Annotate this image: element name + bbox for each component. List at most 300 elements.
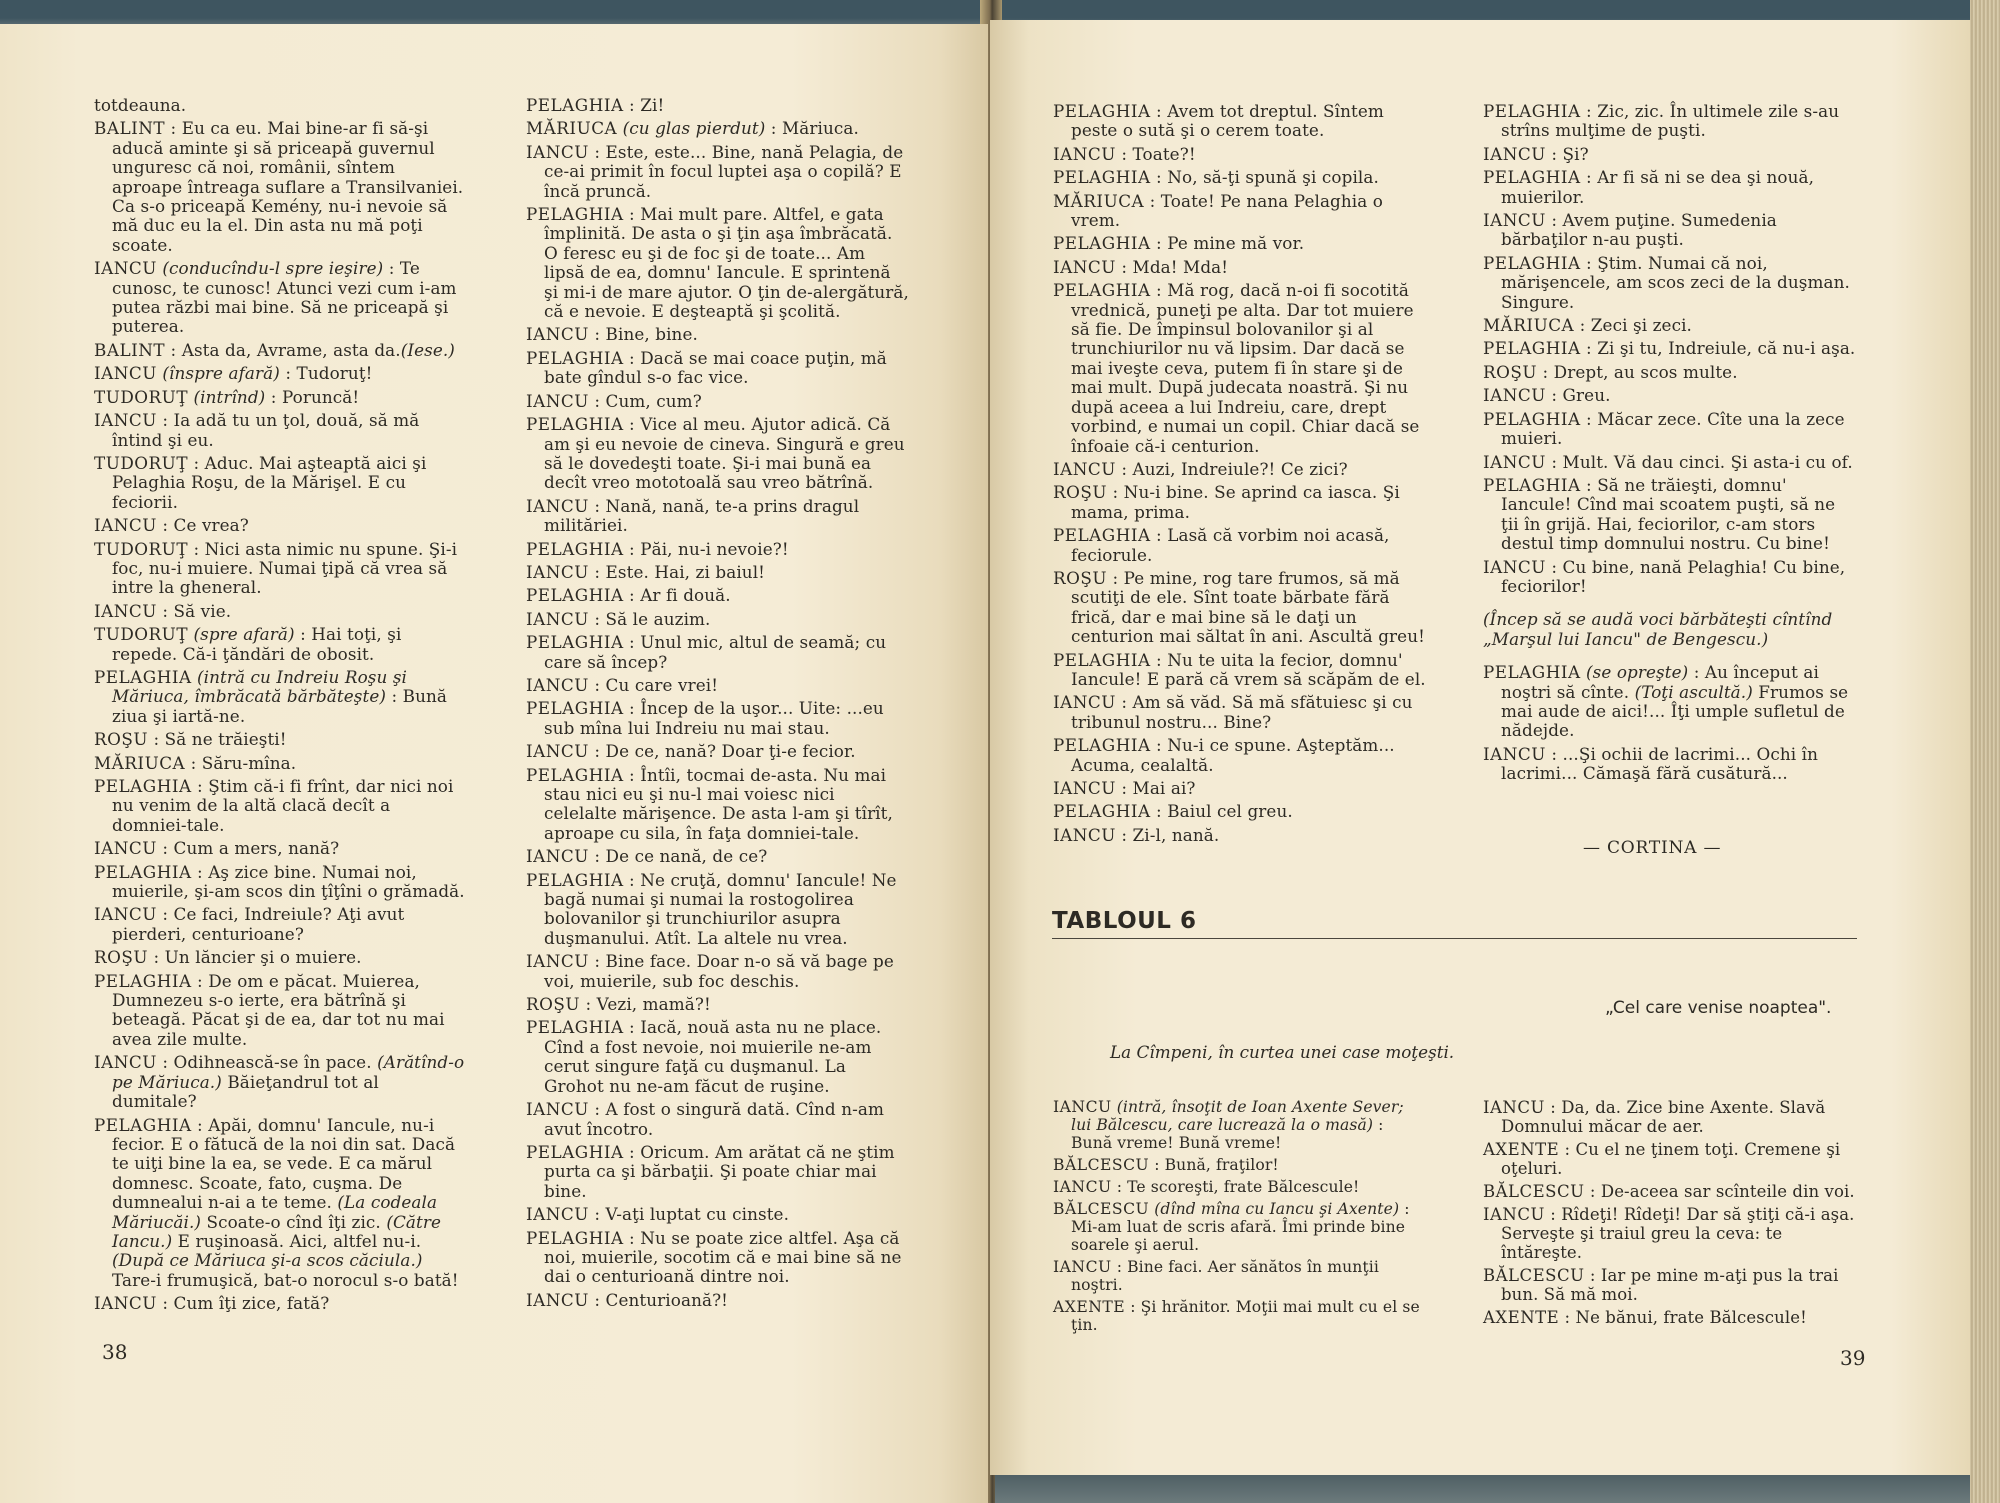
dialogue-line [94,364,466,383]
dialogue-line [526,766,910,844]
dialogue-line [94,602,466,621]
speaker-name: AXENTE [1053,1298,1126,1316]
stage-direction: (dînd mîna cu Iancu şi Axente) [1149,1200,1400,1218]
dialogue-line [1053,802,1429,821]
line-text: : Lasă că vorbim noi acasă, feciorule. [1071,525,1390,565]
speaker-name: IANCU [1483,451,1546,472]
speaker-name: TUDORUŢ [94,386,189,407]
line-text: : Ar fi două. [623,585,731,606]
line-text: : Ar fi să ni se dea şi nouă, muierilor. [1501,167,1815,207]
line-text: : Zi-l, nană. [1115,824,1220,845]
line-text: : Este, este... Bine, nană Pelagia, de ce-ai primit în focul luptei aşa o copilă? E încă pruncă. [544,141,904,201]
stage-direction: (intră, însoţit de Ioan Axente Sever; lui Bălcescu, care lucrează la o masă) [1071,1098,1404,1134]
tablou-subtitle: „Cel care venise noaptea". [1605,998,1832,1018]
speaker-name: PELAGHIA [526,764,624,785]
dialogue-line [526,847,910,866]
dialogue-line [1483,745,1857,784]
dialogue-line [1483,1140,1857,1178]
speaker-name: IANCU [1483,1205,1545,1225]
line-text: : Ne bănui, frate Bălcescule! [1559,1308,1807,1328]
speaker-name: IANCU [1053,143,1116,164]
speaker-name: PELAGHIA [526,632,624,653]
speaker-name: PELAGHIA [526,204,624,225]
line-text: E ruşinoasă. Aici, altfel nu-i. [172,1230,422,1251]
speaker-name: ROŞU [94,729,149,750]
line-text: : Cum, cum? [588,390,702,411]
line-text: : Mai mult pare. Altfel, e gata împlinită. De asta o şi ţin aşa îmbrăcată. O feresc eu şi de foc şi de toate... Am lipsă de ea, domnu' Iancule. E sprintenă şi mi-i de mare ajutor. O ţin de-alergătură, că e nevoie. E deşteaptă şi şcolită. [544,204,909,322]
speaker-name: PELAGHIA [94,970,192,991]
speaker-name: PELAGHIA [1053,525,1151,546]
line-text: : Ştim că-i fi frînt, dar nici noi nu venim de la altă clacă decît a domniei-tale. [112,776,454,835]
line-text: : Nană, nană, te-a prins dragul milităriei. [544,495,860,536]
line-text: : A fost o singură dată. Cînd n-am avut încotro. [544,1099,884,1139]
speaker-name: BĂLCESCU [1483,1182,1585,1202]
stage-direction: (Către Iancu.) [112,1211,442,1251]
stage-direction: (Toţi ascultă.) [1634,681,1753,702]
line-text: : Bună, fraţilor! [1149,1156,1279,1174]
dialogue-line [1053,234,1429,253]
stage-direction: (înspre afară) [156,363,280,384]
dialogue-line [94,1116,466,1291]
speaker-name: IANCU [1483,210,1546,231]
line-text: : Da, da. Zice bine Axente. Slavă Domnului măcar de aer. [1501,1098,1826,1137]
speaker-name: PELAGHIA [1483,101,1581,121]
line-text: : Dacă se mai coace puţin, mă bate gîndul s-o fac vice. [544,347,887,388]
dialogue-line [526,610,910,629]
line-text: : Zi! [623,95,665,115]
dialogue-line [1483,211,1857,250]
dialogue-line [526,1205,910,1224]
dialogue-line [526,143,910,201]
dialogue-line [526,119,910,138]
speaker-name: IANCU [1483,1098,1545,1117]
left-page [0,24,988,1503]
dialogue-line [1053,1298,1429,1334]
line-text: : Zic, zic. În ultimele zile s-au strîns mulţime de puşti. [1501,101,1840,141]
line-text: : Măriuca. [765,118,859,139]
dialogue-line [526,205,910,321]
dialogue-line [94,863,466,902]
dialogue-line [526,742,910,761]
speaker-name: IANCU [526,390,589,411]
dialogue-line [526,96,910,115]
line-text: : Iar pe mine m-aţi pus la trai bun. Să mă moi. [1501,1266,1839,1305]
speaker-name: IANCU [526,741,589,762]
line-text: : Tudoruţ! [279,363,373,384]
line-text: : Bine faci. Aer sănătos în munţii noştri. [1071,1258,1379,1294]
line-text: : Un lăncier şi o muiere. [148,947,362,968]
right-page [990,20,1970,1475]
dialogue-line [94,1053,466,1111]
line-text: : Cu bine, nană Pelaghia! Cu bine, feciorilor! [1501,556,1846,596]
dialogue-line [94,625,466,664]
dialogue-line [526,540,910,559]
line-text: : Nu te uita la fecior, domnu' Iancule! E pară că vrem să scăpăm de el. [1071,649,1426,689]
line-text: : Bună ziua şi iartă-ne. [112,686,447,726]
stage-direction: (se opreşte) [1580,662,1689,683]
speaker-name: PELAGHIA [1053,649,1151,670]
line-text: : Bine face. Doar n-o să vă bage pe voi, muierile, sub foc deschis. [544,951,894,991]
line-text: Frumos se mai aude de aici!... Îţi umple sufletul de nădejde. [1501,681,1849,741]
speaker-name: ROŞU [1483,361,1538,382]
speaker-name: PELAGHIA [94,666,192,687]
speaker-name: MĂRIUCA [1483,315,1575,336]
speaker-name: IANCU [526,324,589,345]
line-text: totdeauna. [94,95,187,115]
dialogue-line [526,633,910,672]
speaker-name: IANCU [526,495,589,516]
speaker-name: IANCU [526,561,589,582]
dialogue-line [94,754,466,773]
line-text: : Aduc. Mai aşteaptă aici şi Pelaghia Roşu, de la Mărişel. E cu feciorii. [112,452,427,512]
dialogue-line [526,676,910,695]
speaker-name: PELAGHIA [526,538,624,559]
speaker-name: IANCU [526,1289,589,1310]
dialogue-line [1053,693,1429,732]
speaker-name: IANCU [526,846,589,867]
tablou-heading: TABLOUL 6 [1052,908,1857,939]
line-text: : Asta da, Avrame, asta da. [165,339,401,360]
right-column-2 [1483,102,1857,788]
dialogue-line [1483,410,1857,449]
dialogue-line [1053,826,1429,845]
speaker-name: PELAGHIA [1483,662,1581,683]
line-text: : Bună vreme! Bună vreme! [1071,1116,1384,1152]
speaker-name: AXENTE [1483,1308,1560,1328]
dialogue-line [1053,569,1429,647]
line-text: : Nici asta nimic nu spune. Şi-i foc, nu-i muiere. Numai ţipă că vrea să intre la gheneral. [112,538,458,598]
dialogue-line [1053,779,1429,798]
dialogue-line [94,388,466,407]
dialogue-line [1483,363,1857,382]
line-text: : Zi şi tu, Indreiule, că nu-i aşa. [1580,338,1856,359]
line-text: : Mda! Mda! [1115,256,1229,277]
speaker-name: IANCU [94,1052,157,1073]
line-text: : De ce, nană? Doar ţi-e fecior. [588,741,856,762]
line-text: : Unul mic, altul de seamă; cu care să încep? [544,632,887,672]
dialogue-line [1483,316,1857,335]
speaker-name: IANCU [1053,458,1116,479]
line-text: : Zeci şi zeci. [1574,315,1692,336]
speaker-name: PELAGHIA [526,95,624,115]
speaker-name: PELAGHIA [526,347,624,368]
speaker-name: IANCU [94,515,157,536]
line-text: : Aş zice bine. Numai noi, muierile, şi-am scos din ţîţîni o grămadă. [112,861,465,902]
dialogue-line [94,668,466,726]
speaker-name: BĂLCESCU [1483,1266,1585,1286]
line-text: : De om e păcat. Muierea, Dumnezeu s-o ierte, era bătrînă şi beteagă. Păcat şi de ea, dar tot nu mai avea zile multe. [112,970,445,1049]
dialogue-line [1053,736,1429,775]
dialogue-line [1483,558,1857,597]
left-column-1 [94,96,466,1318]
speaker-name: IANCU [94,363,157,384]
dialogue-line [94,516,466,535]
line-text: : Odihnească-se în pace. [156,1052,378,1073]
line-text: : Avem puţine. Sumedenia bărbaţilor n-au puşti. [1501,210,1777,250]
speaker-name: MĂRIUCA [1053,190,1145,211]
dialogue-line [1053,102,1429,141]
dialogue-line [1053,483,1429,522]
dialogue-line [1053,526,1429,565]
dialogue-line [526,349,910,388]
dialogue-line [1483,254,1857,312]
speaker-name: IANCU [94,258,157,279]
speaker-name: PELAGHIA [1483,474,1581,495]
dialogue-line [1483,453,1857,472]
dialogue-line [1483,102,1857,141]
dialogue-line [1483,1098,1857,1136]
dialogue-line [526,325,910,344]
line-text: : Mult. Vă dau cinci. Şi asta-i cu of. [1545,451,1853,472]
speaker-name: TUDORUŢ [94,538,189,559]
speaker-name: PELAGHIA [526,869,624,890]
right-column-1 [1053,102,1429,849]
dialogue-line [94,96,466,115]
speaker-name: BALINT [94,339,166,360]
speaker-name: IANCU [526,141,589,162]
dialogue-line [94,972,466,1050]
stage-direction: (La codeala Măriucăi.) [112,1192,438,1232]
page-number-right: 39 [1840,1346,1866,1370]
dialogue-line [94,259,466,337]
speaker-name: IANCU [526,608,589,629]
dialogue-line [94,948,466,967]
line-text: : Te cunosc, te cunosc! Atunci vezi cum i-am putea răzbi mai bine. Să ne priceapă şi puterea. [112,258,457,337]
line-text: : Este. Hai, zi baiul! [588,561,765,582]
line-text: : Vice al meu. Ajutor adică. Că am şi eu nevoie de cineva. Singură e greu să le dovedeşti toate. Şi-i mai bună ea decît vreo mototoală sau vreo bătrînă. [544,414,905,493]
dialogue-line [526,392,910,411]
speaker-name: IANCU [526,1099,589,1120]
stage-direction: (conducîndu-l spre ieşire) [156,258,384,279]
stage-direction: (După ce Măriuca şi-a scos căciula.) [112,1250,423,1271]
speaker-name: IANCU [1053,1178,1112,1196]
line-text: : Nu-i bine. Se aprind ca iasca. Şi mama, prima. [1071,482,1400,522]
speaker-name: PELAGHIA [94,1114,192,1135]
line-text: : Mă rog, dacă n-oi fi socotită vrednică, puneţi pe alta. Dar tot muiere să fie. De împinsul bolovanilor şi al trunchiurilor nu vă lipsim. Dar dacă se mai iveşte ceva, putem fi în stare şi de mai mult. După judecata noastră. Şi nu după aceea a lui Indreiu, care, drept vorbind, e numai un copil. Chiar dacă se înfoaie că-i centurion. [1071,280,1420,456]
line-text: : Cum îţi zice, fată? [156,1293,330,1314]
speaker-name: IANCU [1483,743,1546,764]
line-text: : Toate! Pe nana Pelaghia o vrem. [1071,190,1384,231]
line-text: : Au început ai noştri să cînte. [1501,662,1819,702]
line-text: : Cu care vrei! [588,674,719,695]
dialogue-line [526,415,910,493]
speaker-name: IANCU [1053,824,1116,845]
line-text: : Drept, au scos multe. [1537,361,1738,382]
line-text: : De ce nană, de ce? [588,846,768,867]
dialogue-line [1483,386,1857,405]
dialogue-line [526,563,910,582]
dialogue-line [1483,610,1857,649]
dialogue-line [526,1229,910,1287]
dialogue-line [1053,1200,1429,1254]
dialogue-line [1483,339,1857,358]
speaker-name: PELAGHIA [526,698,624,719]
line-text: : Am să văd. Să mă sfătuiesc şi cu tribunul nostru... Bine? [1071,692,1413,732]
dialogue-line [94,730,466,749]
dialogue-line [94,411,466,450]
speaker-name: IANCU [526,1204,589,1225]
speaker-name: ROŞU [1053,567,1108,588]
dialogue-line [1053,1178,1429,1196]
dialogue-line [1053,460,1429,479]
scene-description: La Cîmpeni, în curtea unei case moţeşti. [1110,1042,1455,1062]
speaker-name: PELAGHIA [526,585,624,606]
speaker-name: PELAGHIA [1483,167,1581,188]
dialogue-line [1483,145,1857,164]
stage-direction: (intrînd) [188,386,266,407]
dialogue-line [94,839,466,858]
dialogue-line [1053,651,1429,690]
dialogue-line [1053,258,1429,277]
line-text: : Pe mine mă vor. [1150,233,1305,254]
speaker-name: IANCU [1483,385,1546,406]
speaker-name: PELAGHIA [1053,280,1151,301]
speaker-name: IANCU [94,838,157,859]
speaker-name: ROŞU [1053,482,1108,503]
dialogue-line [94,905,466,944]
dialogue-line [1053,192,1429,231]
line-text: Scoate-o cînd îţi zic. [201,1211,387,1232]
dialogue-line [526,1018,910,1096]
line-text: : Pe mine, rog tare frumos, să mă scutiţi de ele. Sînt toate bărbate fără frică, dar e mai bine să le daţi un centurion mai săltat în ani. Ascultă greu! [1071,567,1425,647]
speaker-name: IANCU [94,410,157,431]
speaker-name: TUDORUŢ [94,452,189,473]
stage-direction: (spre afară) [188,624,295,645]
dialogue-line [1483,476,1857,554]
line-text: : Să vie. [156,600,232,621]
dialogue-line [526,497,910,536]
speaker-name: PELAGHIA [1053,101,1151,121]
dialogue-line [526,586,910,605]
line-text: : V-aţi luptat cu cinste. [588,1204,790,1225]
dialogue-line [526,871,910,949]
dialogue-line [1053,281,1429,456]
line-text: : Apăi, domnu' Iancule, nu-i fecior. E o fătucă de la noi din sat. Dacă te uiţi bine la ea, se vede. E ca mărul domnesc. Scoate, fato, cuşma. De dumnealui n-ai a te teme. [112,1114,456,1213]
dialogue-line [94,777,466,835]
speaker-name: PELAGHIA [1483,252,1581,273]
line-text: : Avem tot dreptul. Sîntem peste o sută şi o cerem toate. [1071,101,1384,141]
stage-direction: (Încep să se audă voci bărbăteşti cîntînd „Marşul lui Iancu" de Bengescu.) [1483,609,1833,649]
speaker-name: PELAGHIA [526,1227,624,1248]
line-text: : Întîi, tocmai de-asta. Nu mai stau nici eu şi nu-l mai voiesc nici celelalte mărişence. De asta l-am şi tîrît, aproape cu sila, în faţa domniei-tale. [544,764,893,843]
speaker-name: PELAGHIA [526,414,624,435]
dialogue-line [1053,1156,1429,1174]
line-text: : Încep de la uşor... Uite: ...eu sub mîna lui Indreiu nu mai stau. [544,698,884,738]
line-text: : De-aceea sar scînteile din voi. [1584,1182,1855,1202]
speaker-name: PELAGHIA [1053,233,1151,254]
speaker-name: IANCU [1483,556,1546,577]
line-text: : Ce vrea? [156,515,249,536]
line-text: : Toate?! [1115,143,1196,164]
speaker-name: IANCU [1053,256,1116,277]
stage-direction: (cu glas pierdut) [617,118,766,139]
speaker-name: PELAGHIA [1053,167,1151,188]
line-text: : Să ne trăieşti, domnu' Iancule! Cînd mai scoatem puşti, să ne ţii în grijă. Hai, feciorilor, c-am stors destul timp domnului nostru. Cu bine! [1501,474,1836,554]
speaker-name: AXENTE [1483,1140,1560,1160]
speaker-name: IANCU [1483,143,1546,164]
speaker-name: MĂRIUCA [94,752,186,773]
line-text: : Mai ai? [1115,778,1196,798]
line-text: : Ce faci, Indreiule? Aţi avut pierderi, centurioane? [112,904,405,944]
stage-direction: (Iese.) [400,339,455,360]
dialogue-line [94,341,466,360]
dialogue-line [1483,1182,1857,1201]
dialogue-line [526,1291,910,1310]
line-text: : Şi hrănitor. Moţii mai mult cu el se ţin. [1071,1298,1420,1334]
line-text: : Păi, nu-i nevoie?! [623,538,789,559]
speaker-name: PELAGHIA [94,861,192,882]
speaker-name: PELAGHIA [1483,338,1581,359]
line-text: : ...Şi ochii de lacrimi... Ochi în lacrimi... Cămaşă fără cusătură... [1501,743,1819,784]
dialogue-line [1483,168,1857,207]
speaker-name: PELAGHIA [526,1141,624,1162]
dialogue-line [1483,1308,1857,1327]
line-text: Tare-i frumuşică, bat-o norocul s-o bată! [112,1269,459,1290]
speaker-name: IANCU [526,951,589,972]
speaker-name: IANCU [1053,1098,1112,1116]
line-text: : Nu se poate zice altfel. Aşa că noi, muierile, socotim că e mai bine să ne dai o centurioană dintre noi. [544,1227,902,1287]
line-text: : Hai toţi, şi repede. Că-i ţăndări de obosit. [112,624,402,664]
line-text: : Te scoreşti, frate Bălcescule! [1111,1178,1360,1196]
dialogue-line [1483,1205,1857,1262]
speaker-name: ROŞU [94,947,149,968]
dialogue-line [94,454,466,512]
line-text: : Nu-i ce spune. Aşteptăm... Acuma, cealaltă. [1071,735,1395,775]
dialogue-line [94,1294,466,1313]
dialogue-line [526,1143,910,1201]
line-text: : Ştim. Numai că noi, mărişencele, am scos zeci de la duşman. Singure. [1501,252,1850,312]
stage-direction: (Arătînd-o pe Măriuca.) [112,1052,465,1092]
line-text: : Oricum. Am arătat că ne ştim purta ca şi bărbaţii. Şi poate chiar mai bine. [544,1141,895,1201]
dialogue-line [94,119,466,255]
line-text: : Mi-am luat de scris afară. Îmi prinde bine soarele şi aerul. [1071,1200,1410,1254]
line-text: : Să le auzim. [588,608,711,629]
speaker-name: BĂLCESCU [1053,1156,1150,1174]
speaker-name: PELAGHIA [94,776,192,796]
line-text: : Şi? [1545,143,1589,164]
line-text: : Săru-mîna. [185,752,297,773]
line-text: : Ia adă tu un ţol, două, să mă întind şi eu. [112,410,420,450]
line-text: : Ne cruţă, domnu' Iancule! Ne bagă numai şi numai la rostogolirea bolovanilor şi trunchiurilor asupra duşmanului. Atît. La altele nu vrea. [544,869,897,948]
speaker-name: IANCU [94,1293,157,1314]
dialogue-line [94,540,466,598]
stage-direction: (intră cu Indreiu Roşu şi Măriuca, îmbrăcată bărbăteşte) [112,666,408,707]
speaker-name: PELAGHIA [1053,801,1151,822]
line-text: : Iacă, nouă asta nu ne place. Cînd a fost nevoie, noi muierile ne-am cerut singure faţă cu duşmanul. La Grohot nu ne-am făcut de ruşine. [544,1017,882,1096]
speaker-name: ROŞU [526,994,581,1015]
line-text: : Baiul cel greu. [1150,801,1293,822]
dialogue-line [1053,145,1429,164]
line-text: : Auzi, Indreiule?! Ce zici? [1115,458,1348,479]
speaker-name: PELAGHIA [1053,735,1151,756]
dialogue-line [1053,1258,1429,1294]
line-text: : No, să-ţi spună şi copila. [1150,167,1379,188]
left-column-2 [526,96,910,1314]
line-text: : Poruncă! [265,386,360,407]
dialogue-line [1053,168,1429,187]
speaker-name: IANCU [526,674,589,695]
speaker-name: MĂRIUCA [526,118,618,139]
dialogue-line [526,952,910,991]
cortina-label: — CORTINA — [1583,838,1722,858]
speaker-name: IANCU [94,904,157,925]
speaker-name: BĂLCESCU [1053,1200,1150,1218]
dialogue-line [526,699,910,738]
speaker-name: IANCU [1053,692,1116,713]
line-text: : Eu ca eu. Mai bine-ar fi să-şi aducă aminte şi să priceapă guvernul unguresc că noi, românii, sîntem aproape întreaga suflare a Transilvaniei. Ca s-o priceapă Kemény, nu-i nevoie să mă duc eu la el. Din asta nu mă poţi scoate. [112,118,464,255]
speaker-name: TUDORUŢ [94,624,189,645]
line-text: : Cum a mers, nană? [156,838,340,859]
